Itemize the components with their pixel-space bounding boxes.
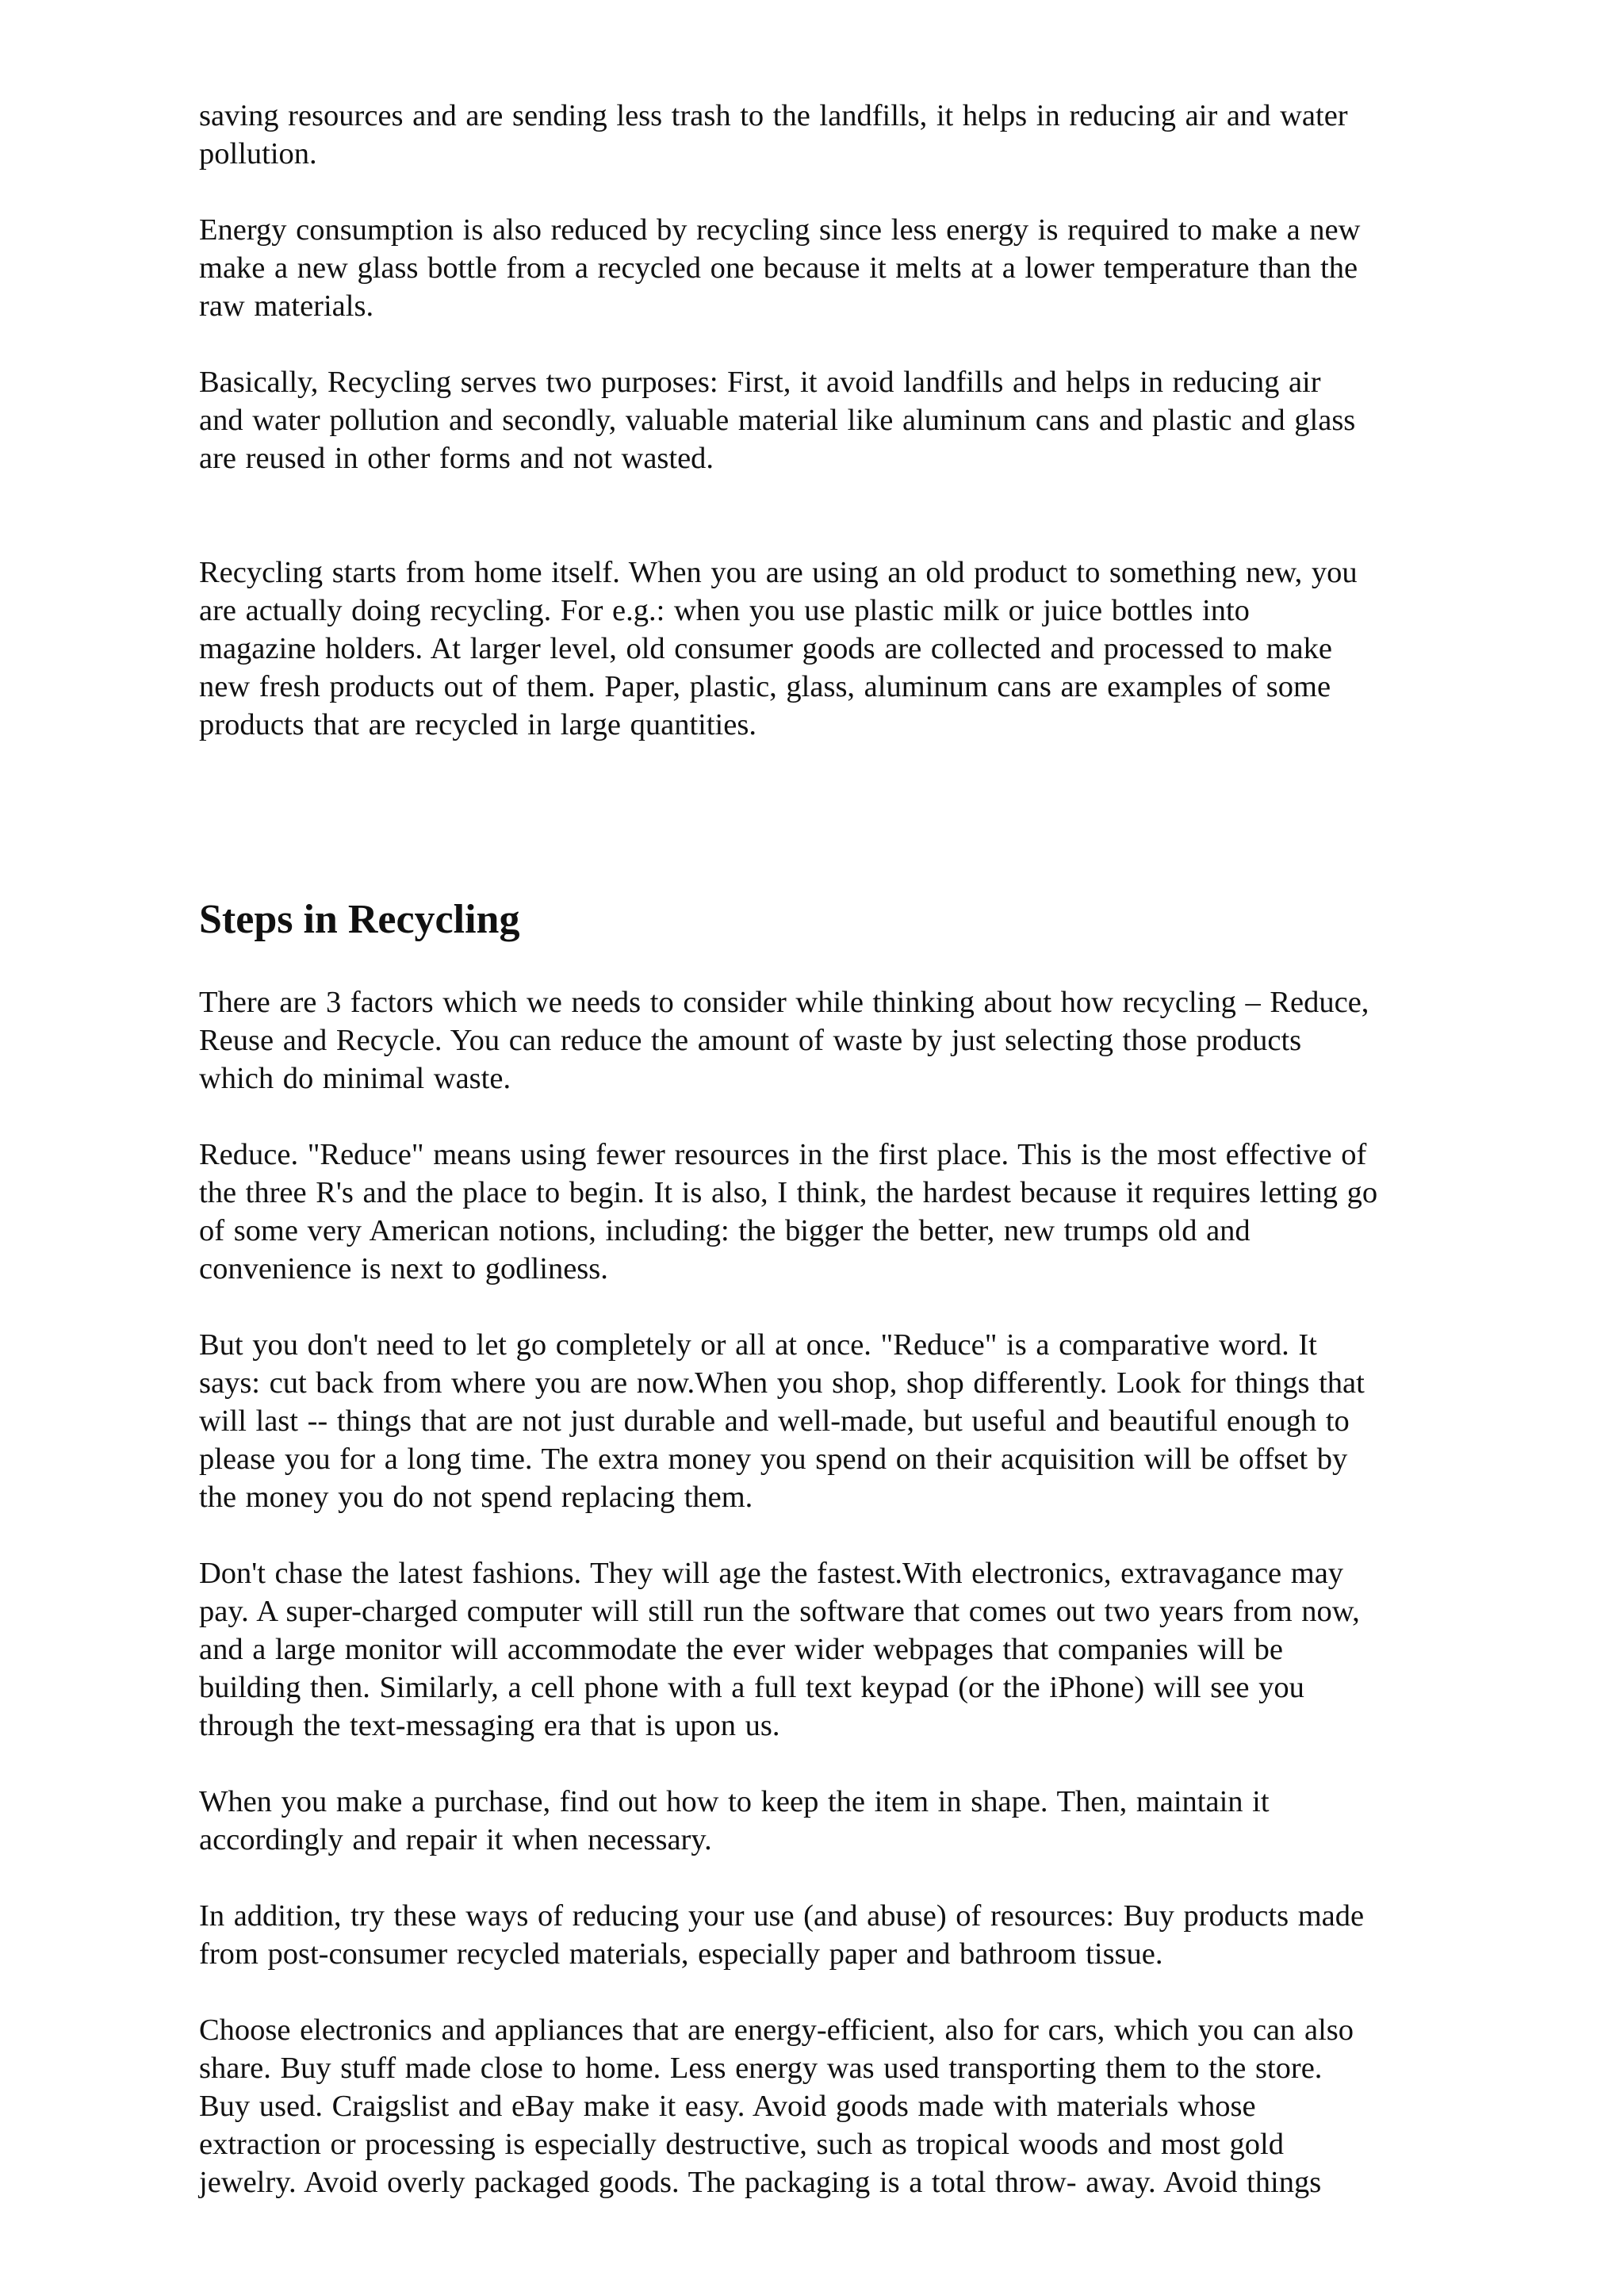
text-line: Recycling starts from home itself. When you are using an old product to something new, you — [199, 556, 1358, 589]
text-line: new fresh products out of them. Paper, plastic, glass, aluminum cans are examples of some — [199, 670, 1331, 703]
text-line: from post-consumer recycled materials, especially paper and bathroom tissue. — [199, 1937, 1163, 1971]
text-line: are reused in other forms and not wasted. — [199, 442, 714, 475]
text-line: of some very American notions, including: the bigger the better, new trumps old and — [199, 1214, 1251, 1247]
paragraph-two-purposes — [199, 363, 1452, 477]
text-line: are actually doing recycling. For e.g.: when you use plastic milk or juice bottles into — [199, 594, 1250, 627]
text-line: products that are recycled in large quantities. — [199, 708, 756, 741]
text-line: make a new glass bottle from a recycled one because it melts at a lower temperature than the — [199, 251, 1358, 285]
paragraph-recycling-benefits — [199, 97, 1452, 173]
paragraph-fashions — [199, 1554, 1452, 1745]
text-line: Choose electronics and appliances that are energy-efficient, also for cars, which you can also — [199, 2013, 1354, 2047]
text-line: pay. A super-charged computer will still run the software that comes out two years from now, — [199, 1595, 1360, 1628]
text-line: magazine holders. At larger level, old consumer goods are collected and processed to make — [199, 632, 1332, 665]
paragraph-recycling-starts-home — [199, 554, 1452, 744]
spacer — [199, 782, 1452, 896]
text-line: There are 3 factors which we needs to consider while thinking about how recycling – Reduce, — [199, 986, 1369, 1019]
text-line: saving resources and are sending less trash to the landfills, it helps in reducing air and water — [199, 99, 1348, 132]
text-line: When you make a purchase, find out how to keep the item in shape. Then, maintain it — [199, 1785, 1270, 1818]
paragraph-energy-consumption — [199, 211, 1452, 325]
text-line: Buy used. Craigslist and eBay make it easy. Avoid goods made with materials whose — [199, 2090, 1256, 2123]
paragraph-purchase — [199, 1783, 1452, 1859]
text-line: extraction or processing is especially destructive, such as tropical woods and most gold — [199, 2128, 1284, 2161]
text-line: and a large monitor will accommodate the ever wider webpages that companies will be — [199, 1633, 1283, 1666]
text-line: Basically, Recycling serves two purposes: First, it avoid landfills and helps in reducing air — [199, 366, 1321, 399]
document-body — [199, 97, 1452, 2239]
text-line: But you don't need to let go completely or all at once. "Reduce" is a comparative word. It — [199, 1328, 1317, 1362]
paragraph-in-addition — [199, 1897, 1452, 1973]
text-line: building then. Similarly, a cell phone with a full text keypad (or the iPhone) will see you — [199, 1671, 1304, 1704]
text-line: Don't chase the latest fashions. They will age the fastest.With electronics, extravagance may — [199, 1557, 1344, 1590]
text-line: pollution. — [199, 137, 317, 170]
paragraph-three-factors — [199, 983, 1452, 1098]
paragraph-let-go — [199, 1326, 1452, 1516]
text-line: and water pollution and secondly, valuable material like aluminum cans and plastic and glass — [199, 404, 1356, 437]
text-line: accordingly and repair it when necessary. — [199, 1823, 712, 1856]
text-line: the three R's and the place to begin. It is also, I think, the hardest because it requires letting go — [199, 1176, 1378, 1209]
section-heading: Steps in Recycling — [199, 897, 520, 942]
text-line: please you for a long time. The extra money you spend on their acquisition will be offset by — [199, 1443, 1348, 1476]
text-line: Energy consumption is also reduced by recycling since less energy is required to make a new — [199, 213, 1361, 247]
text-line: will last -- things that are not just durable and well-made, but useful and beautiful enough to — [199, 1404, 1350, 1438]
spacer — [199, 515, 1452, 554]
paragraph-choose-electronics — [199, 2011, 1452, 2201]
text-line: which do minimal waste. — [199, 1062, 511, 1095]
text-line: Reduce. "Reduce" means using fewer resources in the first place. This is the most effective of — [199, 1138, 1367, 1171]
text-line: jewelry. Avoid overly packaged goods. The packaging is a total throw- away. Avoid things — [199, 2166, 1322, 2199]
paragraph-reduce — [199, 1136, 1452, 1288]
text-line: In addition, try these ways of reducing your use (and abuse) of resources: Buy products made — [199, 1899, 1365, 1933]
text-line: says: cut back from where you are now.When you shop, shop differently. Look for things that — [199, 1366, 1365, 1400]
text-line: raw materials. — [199, 289, 374, 323]
text-line: Reuse and Recycle. You can reduce the amount of waste by just selecting those products — [199, 1024, 1302, 1057]
text-line: share. Buy stuff made close to home. Less energy was used transporting them to the store. — [199, 2052, 1323, 2085]
text-line: convenience is next to godliness. — [199, 1252, 608, 1285]
text-line: the money you do not spend replacing them. — [199, 1481, 753, 1514]
text-line: through the text-messaging era that is upon us. — [199, 1709, 780, 1742]
